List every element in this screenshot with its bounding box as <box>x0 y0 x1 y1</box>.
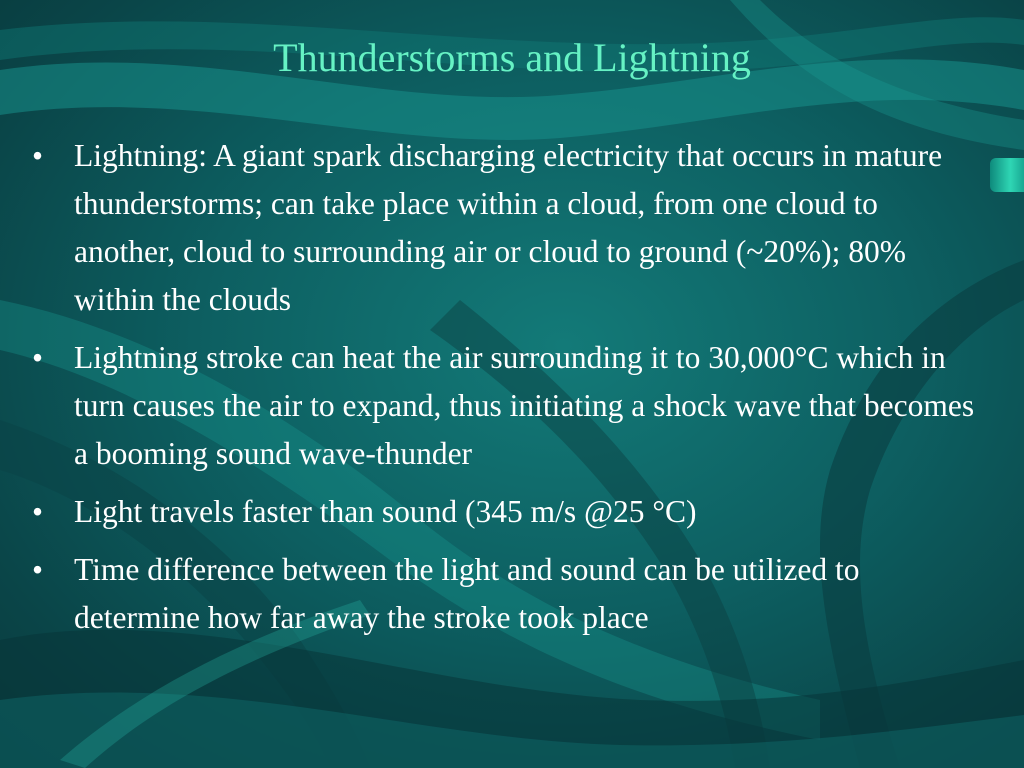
bullet-list <box>32 132 982 652</box>
bullet-text: Lightning stroke can heat the air surrounding it to 30,000°C which in turn causes the air to expand, thus initiating a shock wave that becomes a booming sound wave-thunder <box>74 340 975 471</box>
bullet-text: Light travels faster than sound (345 m/s @25 °C) <box>74 494 697 529</box>
bullet-text: Time difference between the light and sound can be utilized to determine how far away the stroke took place <box>74 552 860 635</box>
bullet-item-lightning-heat <box>32 334 982 478</box>
bullet-glyph: • <box>32 552 44 587</box>
bullet-item-lightning-definition <box>32 132 982 324</box>
bullet-glyph: • <box>32 138 44 173</box>
side-tab-accent <box>990 158 1024 192</box>
slide-title: Thunderstorms and Lightning <box>273 35 751 80</box>
bullet-item-light-speed <box>32 488 982 536</box>
bullet-glyph: • <box>32 340 44 375</box>
bullet-glyph: • <box>32 494 44 529</box>
bullet-text: Lightning: A giant spark discharging electricity that occurs in mature thunderstorms; can take place within a cloud, from one cloud to another, cloud to surrounding air or cloud to ground (~20%); 80% within the clouds <box>74 138 943 317</box>
bullet-item-time-difference <box>32 546 982 642</box>
